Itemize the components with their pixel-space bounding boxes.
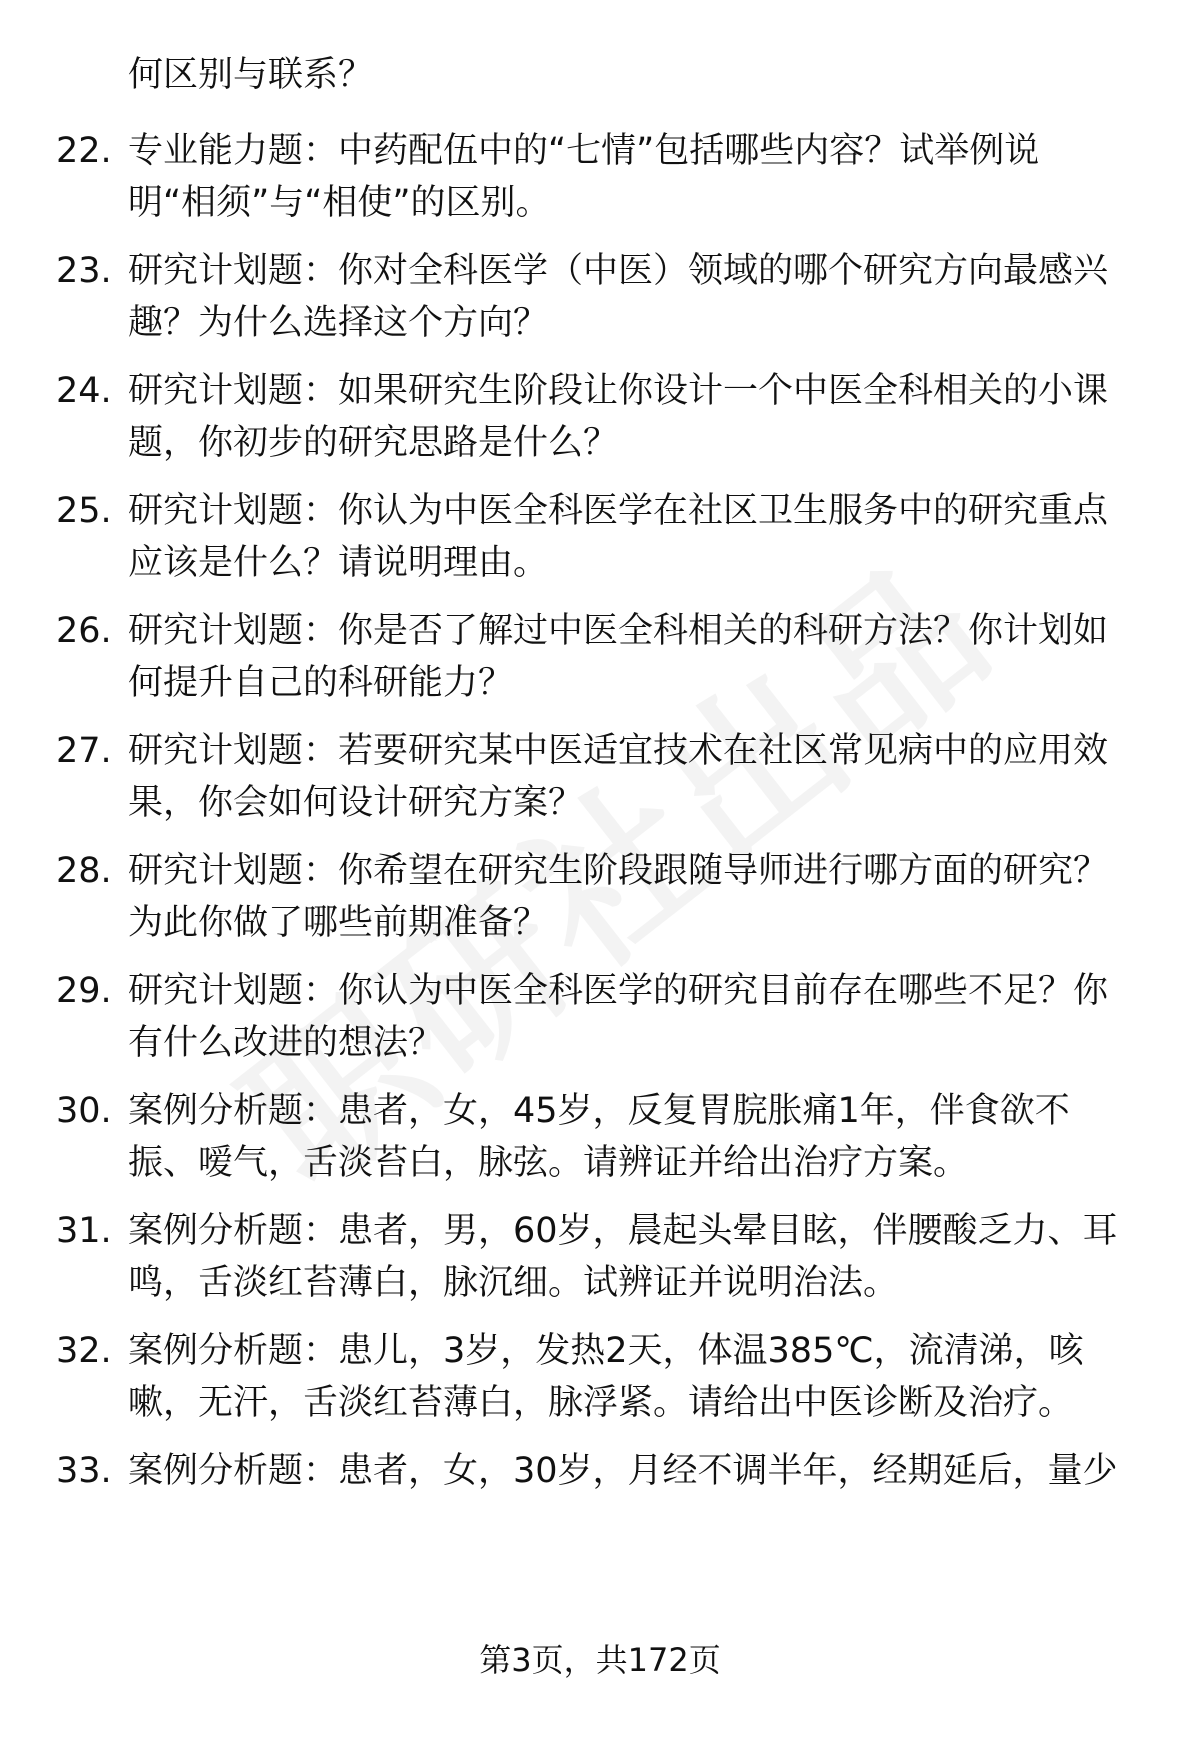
question-line: 研究计划题：你希望在研究生阶段跟随导师进行哪方面的研究？: [128, 851, 1109, 891]
question-line: 鸣，舌淡红苔薄白，脉沉细。试辨证并说明治法。: [128, 1263, 899, 1303]
question-text: [128, 128, 1148, 232]
question-number: 29.: [56, 971, 112, 1011]
question-line: 何提升自己的科研能力？: [128, 663, 514, 703]
question-line: 研究计划题：你认为中医全科医学在社区卫生服务中的研究重点: [128, 491, 1109, 531]
question-number: 23.: [56, 251, 112, 291]
question-text: [128, 368, 1148, 472]
question-number: 24.: [56, 371, 112, 411]
page-footer: 第3页，共172页: [479, 1641, 721, 1679]
question-line: 题，你初步的研究思路是什么？: [128, 423, 619, 463]
question-line: 研究计划题：如果研究生阶段让你设计一个中医全科相关的小课: [128, 371, 1109, 411]
question-text: [128, 52, 1148, 104]
question-text: [128, 968, 1148, 1072]
question-line: 果，你会如何设计研究方案？: [128, 783, 584, 823]
question-text: [128, 1088, 1148, 1192]
question-text: [128, 488, 1148, 592]
question-text: [128, 1328, 1148, 1432]
question-line: 案例分析题：患儿，3岁，发热2天，体温385℃，流清涕，咳: [128, 1331, 1084, 1371]
question-line: 应该是什么？请说明理由。: [128, 543, 549, 583]
question-number: 27.: [56, 731, 112, 771]
question-text: [128, 1208, 1148, 1312]
question-text: [128, 1448, 1148, 1500]
question-text: [128, 608, 1148, 712]
question-text: [128, 728, 1148, 832]
question-line: 案例分析题：患者，女，30岁，月经不调半年，经期延后，量少: [128, 1451, 1118, 1491]
question-number: 31.: [56, 1211, 112, 1251]
question-number: 32.: [56, 1331, 112, 1371]
question-line: 为此你做了哪些前期准备？: [128, 903, 549, 943]
question-number: 33.: [56, 1451, 112, 1491]
question-text: [128, 248, 1148, 352]
question-number: 26.: [56, 611, 112, 651]
question-line: 研究计划题：你认为中医全科医学的研究目前存在哪些不足？你: [128, 971, 1109, 1011]
question-line: 趣？为什么选择这个方向？: [128, 303, 549, 343]
question-line: 研究计划题：若要研究某中医适宜技术在社区常见病中的应用效: [128, 731, 1109, 771]
question-line: 研究计划题：你对全科医学（中医）领域的哪个研究方向最感兴: [128, 251, 1109, 291]
question-number: 28.: [56, 851, 112, 891]
question-line: 明“相须”与“相使”的区别。: [128, 183, 551, 223]
question-line: 何区别与联系？: [128, 55, 374, 95]
question-number: 22.: [56, 131, 112, 171]
question-line: 有什么改进的想法？: [128, 1023, 444, 1063]
question-line: 振、嗳气，舌淡苔白，脉弦。请辨证并给出治疗方案。: [128, 1143, 969, 1183]
question-number: 30.: [56, 1091, 112, 1131]
question-line: 嗽，无汗，舌淡红苔薄白，脉浮紧。请给出中医诊断及治疗。: [128, 1383, 1074, 1423]
question-line: 案例分析题：患者，女，45岁，反复胃脘胀痛1年，伴食欲不: [128, 1091, 1070, 1131]
question-number: 25.: [56, 491, 112, 531]
question-line: 研究计划题：你是否了解过中医全科相关的科研方法？你计划如: [128, 611, 1109, 651]
question-text: [128, 848, 1148, 952]
question-line: 案例分析题：患者，男，60岁，晨起头晕目眩，伴腰酸乏力、耳: [128, 1211, 1118, 1251]
question-line: 专业能力题：中药配伍中的“七情”包括哪些内容？试举例说: [128, 131, 1040, 171]
